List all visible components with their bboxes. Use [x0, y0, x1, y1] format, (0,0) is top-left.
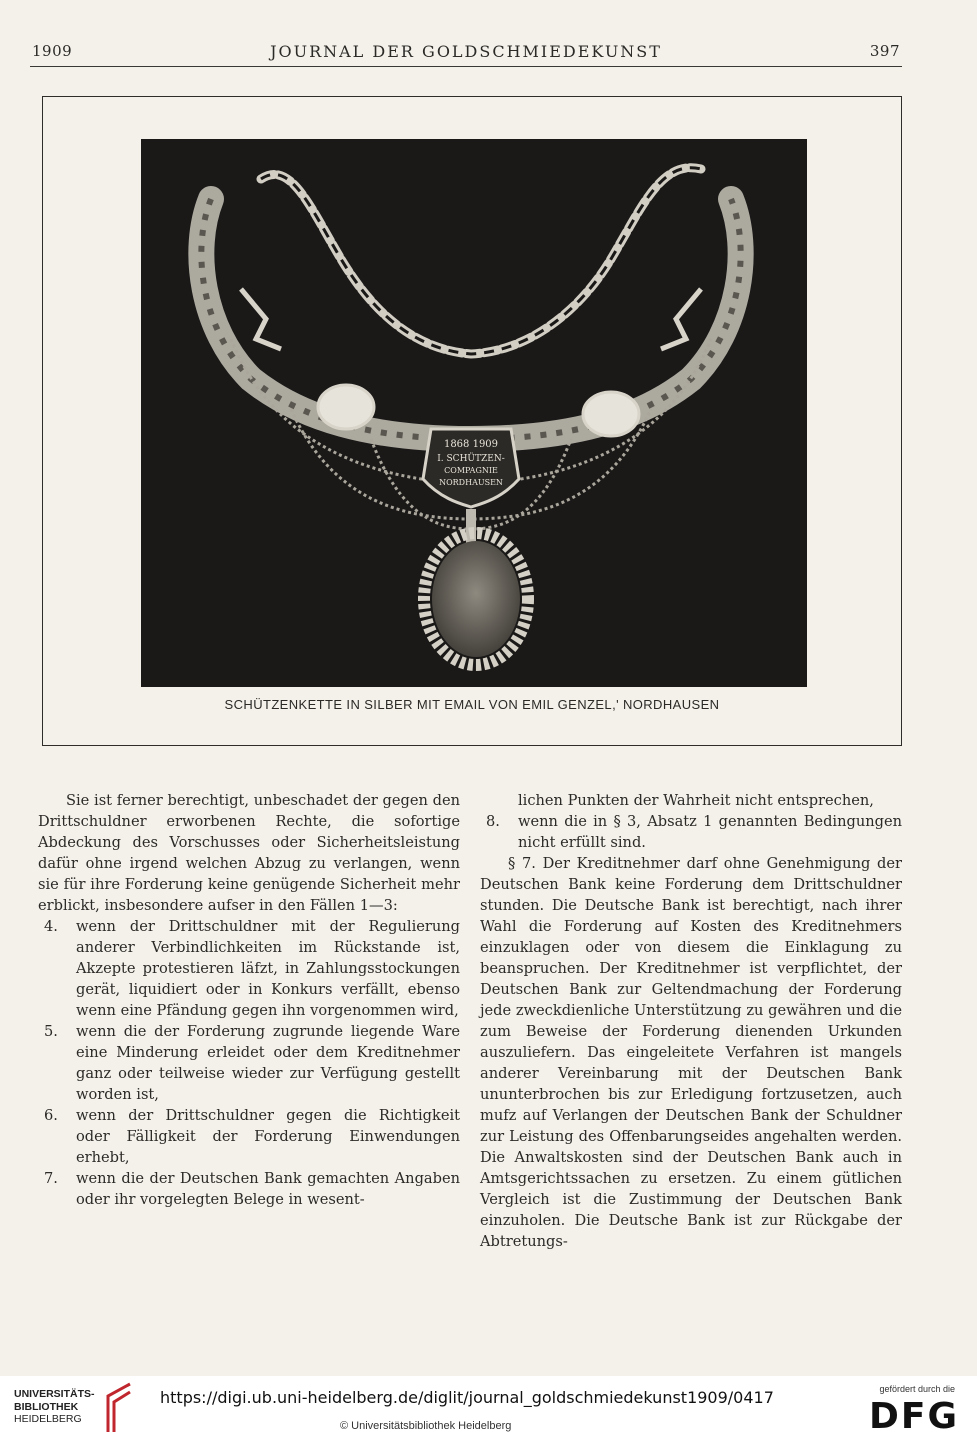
- right-column: [480, 790, 902, 1252]
- figure-frame: [42, 96, 902, 746]
- shooting-chain-image: [141, 139, 807, 687]
- medallion-company: I. SCHÜTZEN-: [437, 454, 505, 464]
- list-item: [480, 811, 902, 853]
- dfg-logo: DFG: [868, 1396, 959, 1437]
- item-continuation: lichen Punkten der Wahrheit nicht entsprechen,: [518, 792, 874, 809]
- medallion-years: 1868 1909: [443, 439, 499, 450]
- journal-title: JOURNAL DER GOLDSCHMIEDEKUNST: [270, 42, 662, 61]
- left-column: [38, 790, 460, 1210]
- digitization-footer: [0, 1376, 977, 1444]
- medallion-town: NORDHAUSEN: [439, 478, 503, 487]
- item-text: wenn die in § 3, Absatz 1 genannten Bedingungen nicht erfüllt sind.: [518, 813, 902, 851]
- page-number: 397: [869, 42, 900, 60]
- necklace-photo: [141, 139, 807, 687]
- item-text: wenn die der Deutschen Bank gemachten Angaben oder ihr vorgelegten Belege in wesent-: [76, 1170, 460, 1208]
- list-item: [38, 916, 460, 1021]
- item-text: wenn die der Forderung zugrunde liegende Ware eine Minderung erleidet oder dem Kreditnehmer ganz oder teilweise wieder zur Verfügung gestellt worden ist,: [76, 1023, 460, 1103]
- paragraph-intro: Sie ist ferner berechtigt, unbeschadet der gegen den Drittschuldner erworbenen Rechte, die sofortige Abdeckung des Vorschusses oder Sicherheitsleistung dafür ohne irgend welchen Abzug zu verlangen, wenn sie für ihre Forderung keine genügende Sicherheit mehr erblickt, insbesondere aufser in den Fällen 1—3:: [38, 792, 460, 914]
- permalink-url[interactable]: https://digi.ub.uni-heidelberg.de/diglit/journal_goldschmiedekunst1909/0417: [160, 1388, 774, 1407]
- medallion-compagnie: COMPAGNIE: [444, 466, 498, 475]
- item-number: 8.: [486, 813, 500, 830]
- item-number: 4.: [44, 918, 58, 935]
- figure-caption: SCHÜTZENKETTE IN SILBER MIT EMAIL VON EMIL GENZEL,' NORDHAUSEN: [224, 697, 720, 712]
- item-number: 6.: [44, 1107, 58, 1124]
- copyright-notice: © Universitätsbibliothek Heidelberg: [340, 1420, 512, 1432]
- header-year: 1909: [32, 42, 73, 60]
- item-number: 5.: [44, 1023, 58, 1040]
- item-number: 7.: [44, 1170, 58, 1187]
- list-item: [38, 1105, 460, 1168]
- library-name: UNIVERSITÄTS- BIBLIOTHEK HEIDELBERG: [14, 1388, 95, 1425]
- item-text: wenn der Drittschuldner mit der Regulierung anderer Verbindlichkeiten im Rückstande ist, Akzepte protestieren läfzt, in Zahlungsstockungen gerät, liquidiert oder in Konkurs verfällt, ebenso wenn eine Pfändung gegen ihn vorgenommen wird,: [76, 918, 460, 1019]
- library-logo-icon: [100, 1382, 134, 1434]
- funding-note: gefördert durch die: [879, 1384, 955, 1394]
- page-header: [30, 40, 902, 67]
- list-item: [38, 1168, 460, 1210]
- item-text: wenn der Drittschuldner gegen die Richtigkeit oder Fälligkeit der Forderung Einwendungen erhebt,: [76, 1107, 460, 1166]
- list-item: [38, 1021, 460, 1105]
- section-7-paragraph: § 7. Der Kreditnehmer darf ohne Genehmigung der Deutschen Bank keine Forderung dem Drittschuldner stunden. Die Deutsche Bank ist berechtigt, nach ihrer Wahl die Forderung auf Kosten des Kreditnehmers einzuklagen oder von diesem die Einklagung zu beanspruchen. Der Kreditnehmer ist verpflichtet, der Deutschen Bank zur Geltendmachung der Forderung jede zweckdienliche Unterstützung zu gewähren und die zum Beweise der Forderung dienenden Urkunden auszuliefern. Das eingeleitete Verfahren ist mangels anderer Vereinbarung mit der Deutschen Bank ununterbrochen bis zur Erledigung fortzusetzen, auch mufz auf Verlangen der Deutschen Bank der Schuldner zur Leistung des Offenbarungseides angehalten werden. Die Anwaltskosten sind der Deutschen Bank auch in Amtsgerichtssachen zu ersetzen. Zu einem gütlichen Vergleich ist die Zustimmung der Deutschen Bank einzuholen. Die Deutsche Bank ist zur Rückgabe der Abtretungs-: [480, 855, 902, 1250]
